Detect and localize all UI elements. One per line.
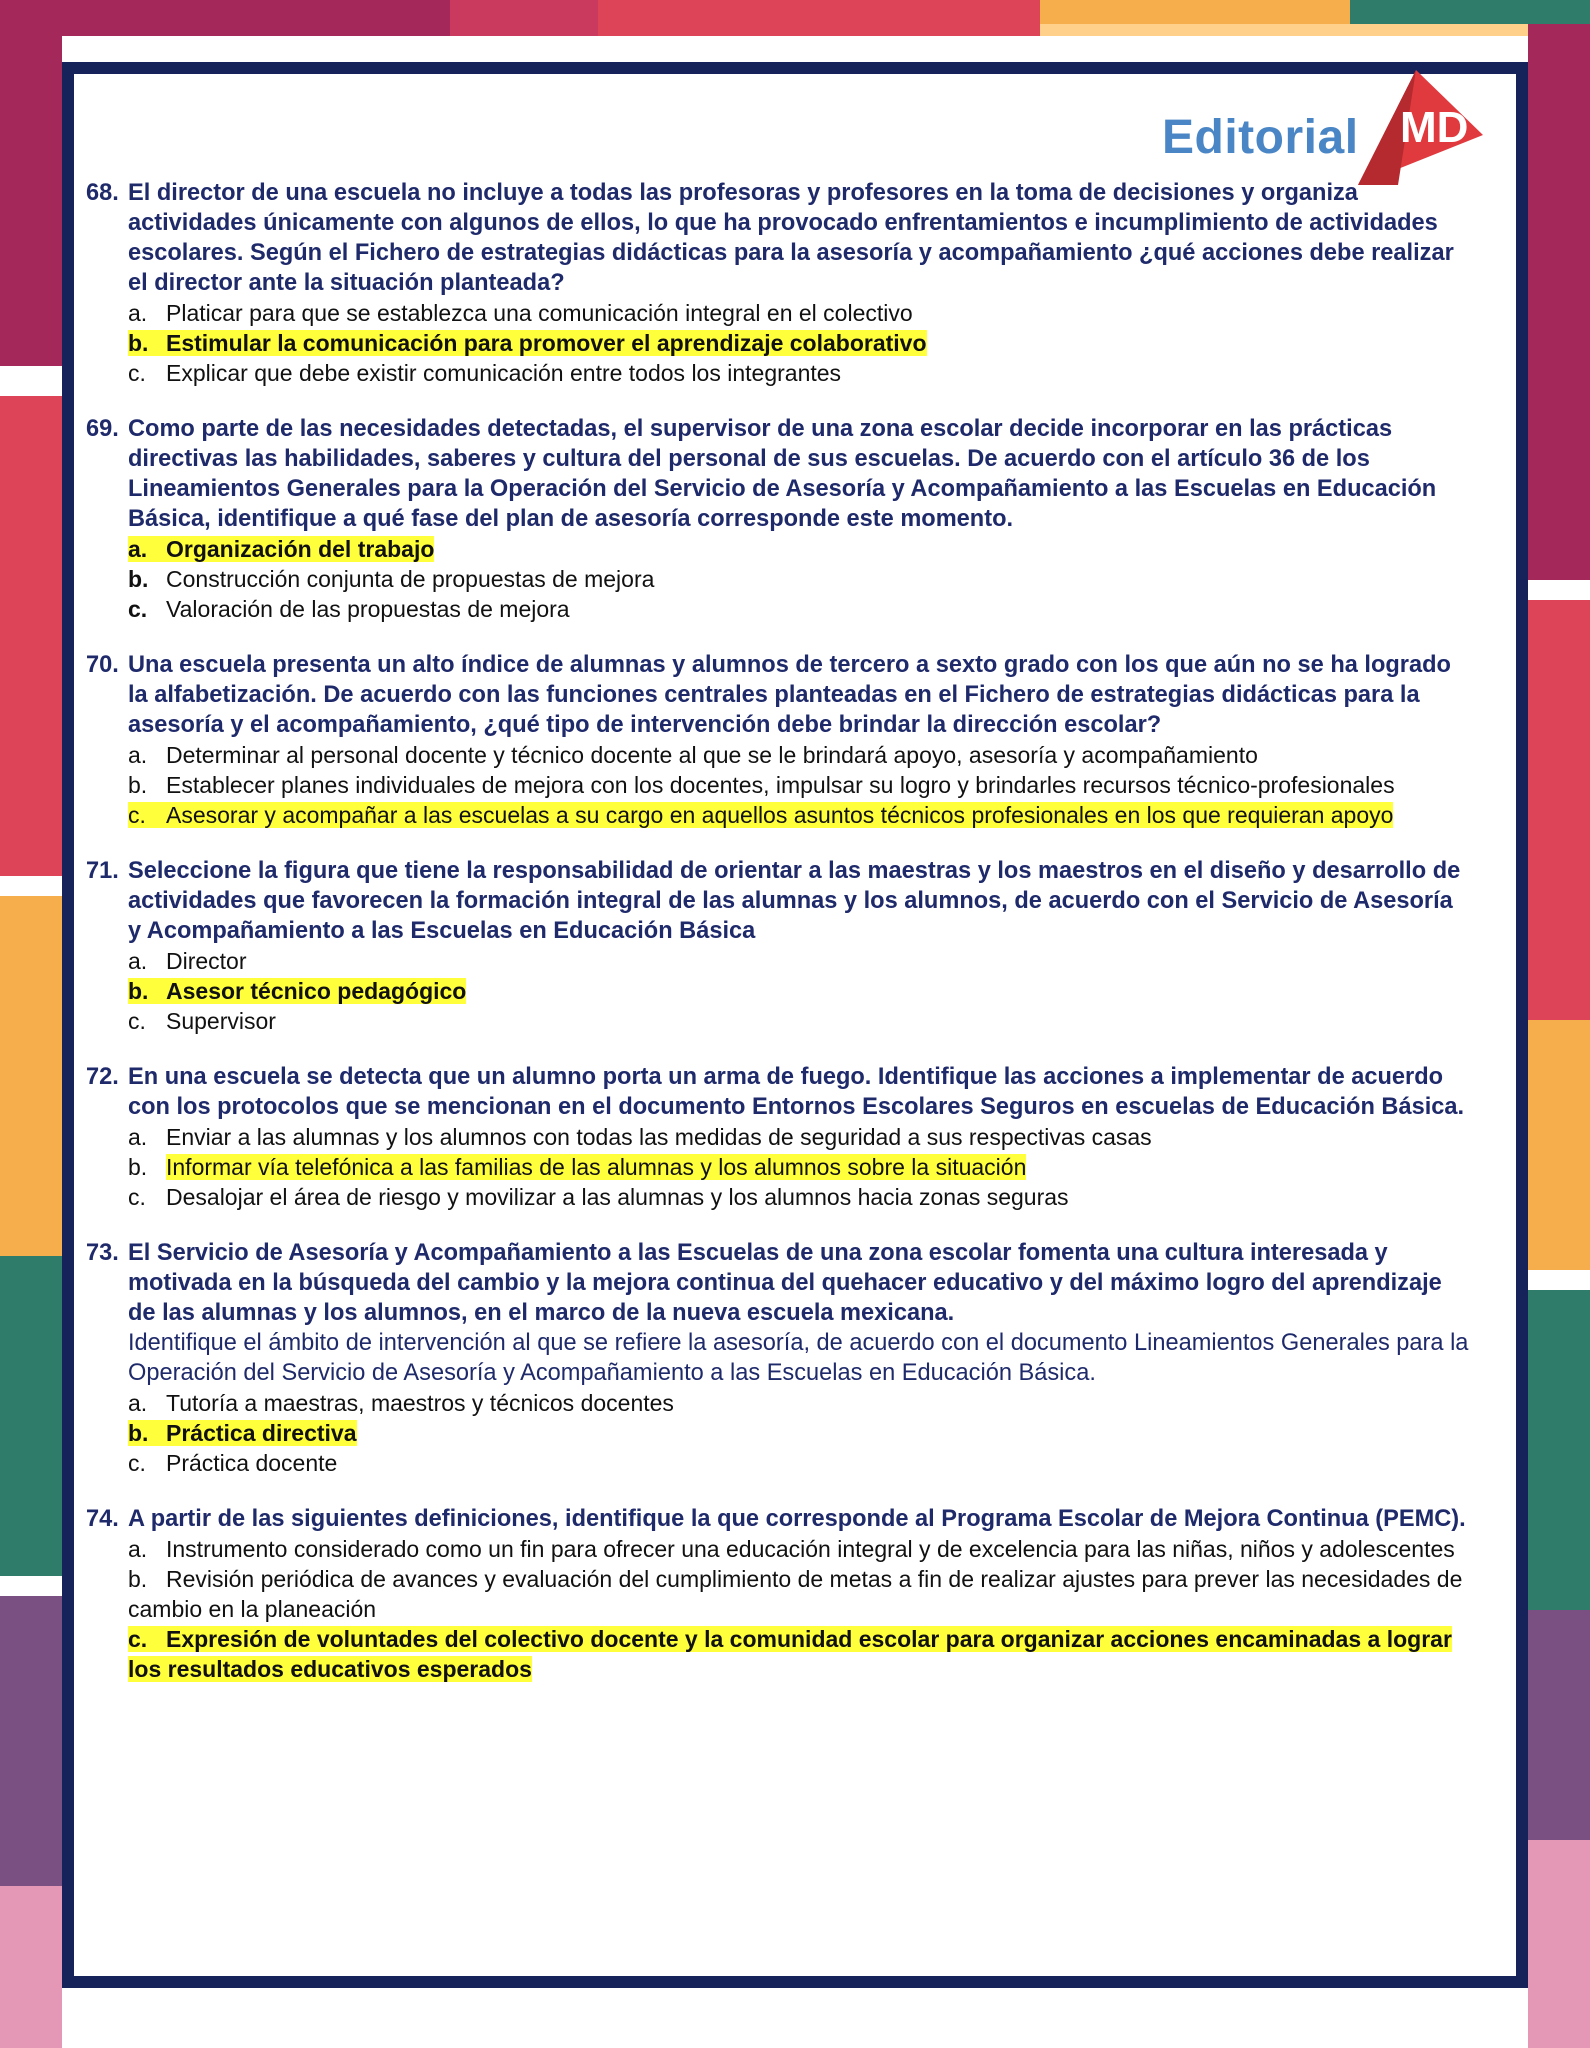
option-letter: a. [128, 300, 148, 326]
option-letter: c. [128, 1626, 148, 1652]
decor-left-2 [0, 366, 62, 396]
decor-left-3 [0, 396, 62, 876]
option-text: Establecer planes individuales de mejora con los docentes, impulsar su logro y brindarles recursos técnico-profesionales [166, 772, 1395, 798]
option-text: Organización del trabajo [166, 536, 435, 562]
option-a[interactable] [128, 1534, 1471, 1564]
option-b-correct[interactable] [128, 328, 1471, 358]
option-text: Instrumento considerado como un fin para ofrecer una educación integral y de excelencia para las niñas, niños y adolescentes [166, 1536, 1455, 1562]
decor-top-2 [450, 0, 598, 36]
question-text: En una escuela se detecta que un alumno porta un arma de fuego. Identifique las acciones a implementar de acuerdo con los protocolos que se mencionan en el documento Entornos Escolares Seguros en escuelas de Educación Básica. [128, 1064, 1465, 1120]
option-c[interactable] [128, 1182, 1471, 1212]
decor-right-4 [1528, 1020, 1590, 1270]
decor-bottom [62, 1988, 1528, 2048]
option-c[interactable] [128, 1006, 1471, 1036]
option-letter: b. [128, 1154, 148, 1180]
option-letter: a. [128, 536, 148, 562]
question-list [86, 178, 1471, 1710]
question-number: 71. [86, 858, 119, 884]
option-text: Desalojar el área de riesgo y movilizar a las alumnas y los alumnos hacia zonas seguras [166, 1184, 1069, 1210]
option-a[interactable] [128, 946, 1471, 976]
decor-left-8 [0, 1596, 62, 1886]
question-stem [86, 414, 1471, 534]
option-text: Tutoría a maestras, maestros y técnicos docentes [166, 1390, 674, 1416]
decor-left-6 [0, 1256, 62, 1576]
option-b-correct[interactable] [128, 976, 1471, 1006]
decor-top-6 [1040, 24, 1590, 36]
option-text: Estimular la comunicación para promover el aprendizaje colaborativo [166, 330, 927, 356]
option-text: Platicar para que se establezca una comunicación integral en el colectivo [166, 300, 913, 326]
decor-left-1 [0, 36, 62, 366]
question-73 [86, 1238, 1471, 1478]
decor-top-3 [598, 0, 1040, 36]
option-c[interactable] [128, 358, 1471, 388]
option-letter: b. [128, 330, 149, 356]
decor-right-3 [1528, 600, 1590, 1020]
option-text: Construcción conjunta de propuestas de mejora [166, 566, 655, 592]
option-letter: b. [128, 566, 149, 592]
question-69 [86, 414, 1471, 624]
option-text: Asesor técnico pedagógico [166, 978, 467, 1004]
question-stem [86, 178, 1471, 298]
option-a[interactable] [128, 740, 1471, 770]
option-a[interactable] [128, 298, 1471, 328]
option-text: Revisión periódica de avances y evaluación del cumplimiento de metas a fin de realizar ajustes para prever las necesidades de cambio en la planeación [128, 1566, 1463, 1622]
logo-text: Editorial [1162, 111, 1359, 164]
option-text: Director [166, 948, 247, 974]
question-number: 72. [86, 1064, 119, 1090]
decor-left-4 [0, 876, 62, 896]
option-text: Explicar que debe existir comunicación entre todos los integrantes [166, 360, 842, 386]
question-70 [86, 650, 1471, 830]
option-letter: b. [128, 772, 148, 798]
decor-right-8 [1528, 1840, 1590, 2048]
question-text: Seleccione la figura que tiene la responsabilidad de orientar a las maestras y los maestros en el diseño y desarrollo de actividades que favorecen la formación integral de las alumnas y los alumnos, de acuerdo con el Servicio de Asesoría y Acompañamiento a las Escuelas en Educación Básica [128, 858, 1461, 944]
question-stem [86, 1238, 1471, 1388]
option-c[interactable] [128, 594, 1471, 624]
decor-right-2 [1528, 580, 1590, 600]
decor-right-7 [1528, 1610, 1590, 1840]
question-number: 74. [86, 1506, 119, 1532]
question-stem [86, 650, 1471, 740]
option-b-correct[interactable] [128, 1152, 1471, 1182]
option-letter: c. [128, 802, 146, 828]
decor-left-7 [0, 1576, 62, 1596]
option-letter: c. [128, 1008, 146, 1034]
question-stem [86, 1062, 1471, 1122]
question-text-wrapper [128, 1238, 1471, 1388]
decor-top-4 [1040, 0, 1350, 24]
option-text: Determinar al personal docente y técnico docente al que se le brindará apoyo, asesoría y acompañamiento [166, 742, 1258, 768]
question-text: A partir de las siguientes definiciones, identifique la que corresponde al Programa Escolar de Mejora Continua (PEMC). [128, 1506, 1466, 1532]
option-text: Valoración de las propuestas de mejora [166, 596, 570, 622]
option-c-correct[interactable] [128, 1624, 1471, 1684]
option-letter: b. [128, 1420, 149, 1446]
decor-right-6 [1528, 1290, 1590, 1610]
option-text: Práctica docente [166, 1450, 338, 1476]
question-text: Una escuela presenta un alto índice de alumnas y alumnos de tercero a sexto grado con los que aún no se ha logrado la alfabetización. De acuerdo con las funciones centrales planteadas en el Fichero de estrategias didácticas para la asesoría y el acompañamiento, ¿qué tipo de intervención debe brindar la dirección escolar? [128, 652, 1451, 738]
md-logo-icon [1358, 70, 1483, 185]
question-68 [86, 178, 1471, 388]
option-text: Supervisor [166, 1008, 276, 1034]
option-a[interactable] [128, 1388, 1471, 1418]
option-b[interactable] [128, 564, 1471, 594]
option-letter: a. [128, 948, 148, 974]
option-letter: c. [128, 1450, 146, 1476]
option-b-correct[interactable] [128, 1418, 1471, 1448]
decor-right-1 [1528, 24, 1590, 580]
option-c-correct[interactable] [128, 800, 1471, 830]
question-71 [86, 856, 1471, 1036]
option-a[interactable] [128, 1122, 1471, 1152]
decor-top-1 [0, 0, 450, 36]
option-text: Informar vía telefónica a las familias de las alumnas y los alumnos sobre la situación [166, 1154, 1027, 1180]
option-letter: a. [128, 1124, 148, 1150]
option-text: Enviar a las alumnas y los alumnos con todas las medidas de seguridad a sus respectivas casas [166, 1124, 1152, 1150]
option-letter: b. [128, 1566, 148, 1592]
option-a-correct[interactable] [128, 534, 1471, 564]
option-letter: c. [128, 360, 146, 386]
editorial-logo [1162, 70, 1482, 185]
option-c[interactable] [128, 1448, 1471, 1478]
decor-top-5 [1350, 0, 1590, 24]
question-text: Como parte de las necesidades detectadas, el supervisor de una zona escolar decide incorporar en las prácticas directivas las habilidades, saberes y cultura del personal de sus escuelas. De acuerdo con el artículo 36 de los Lineamientos Generales para la Operación del Servicio de Asesoría y Acompañamiento a las Escuelas en Educación Básica, identifique a qué fase del plan de asesoría corresponde este momento. [128, 416, 1437, 532]
option-letter: c. [128, 596, 148, 622]
option-text: Práctica directiva [166, 1420, 357, 1446]
option-text: Expresión de voluntades del colectivo docente y la comunidad escolar para organizar acciones encaminadas a lograr los resultados educativos esperados [128, 1626, 1452, 1682]
question-stem [86, 856, 1471, 946]
option-letter: a. [128, 1390, 148, 1416]
question-text: El Servicio de Asesoría y Acompañamiento a las Escuelas de una zona escolar fomenta una cultura interesada y motivada en la búsqueda del cambio y la mejora continua del quehacer educativo y del máximo logro del aprendizaje de las alumnas y los alumnos, en el marco de la nueva escuela mexicana. [128, 1240, 1442, 1326]
option-b[interactable] [128, 770, 1471, 800]
option-letter: c. [128, 1184, 146, 1210]
question-text-extra: Identifique el ámbito de intervención al que se refiere la asesoría, de acuerdo con el documento Lineamientos Generales para la Operación del Servicio de Asesoría y Acompañamiento a las Escuelas en Educación Básica. [128, 1330, 1469, 1386]
option-letter: a. [128, 742, 148, 768]
option-letter: b. [128, 978, 149, 1004]
question-text: El director de una escuela no incluye a todas las profesoras y profesores en la toma de decisiones y organiza actividades únicamente con algunos de ellos, lo que ha provocado enfrentamientos e incumplimiento de actividades escolares. Según el Fichero de estrategias didácticas para la asesoría y acompañamiento ¿qué acciones debe realizar el director ante la situación planteada? [128, 180, 1454, 296]
question-number: 68. [86, 180, 119, 206]
decor-right-5 [1528, 1270, 1590, 1290]
decor-left-5 [0, 896, 62, 1256]
decor-left-9 [0, 1886, 62, 2048]
question-number: 69. [86, 416, 119, 442]
option-b[interactable] [128, 1564, 1471, 1624]
option-letter: a. [128, 1536, 148, 1562]
question-number: 70. [86, 652, 119, 678]
question-72 [86, 1062, 1471, 1212]
option-text: Asesorar y acompañar a las escuelas a su cargo en aquellos asuntos técnicos profesionales en los que requieran apoyo [166, 802, 1394, 828]
question-stem [86, 1504, 1471, 1534]
question-number: 73. [86, 1240, 119, 1266]
question-74 [86, 1504, 1471, 1684]
logo-mark-text: MD [1400, 103, 1469, 152]
